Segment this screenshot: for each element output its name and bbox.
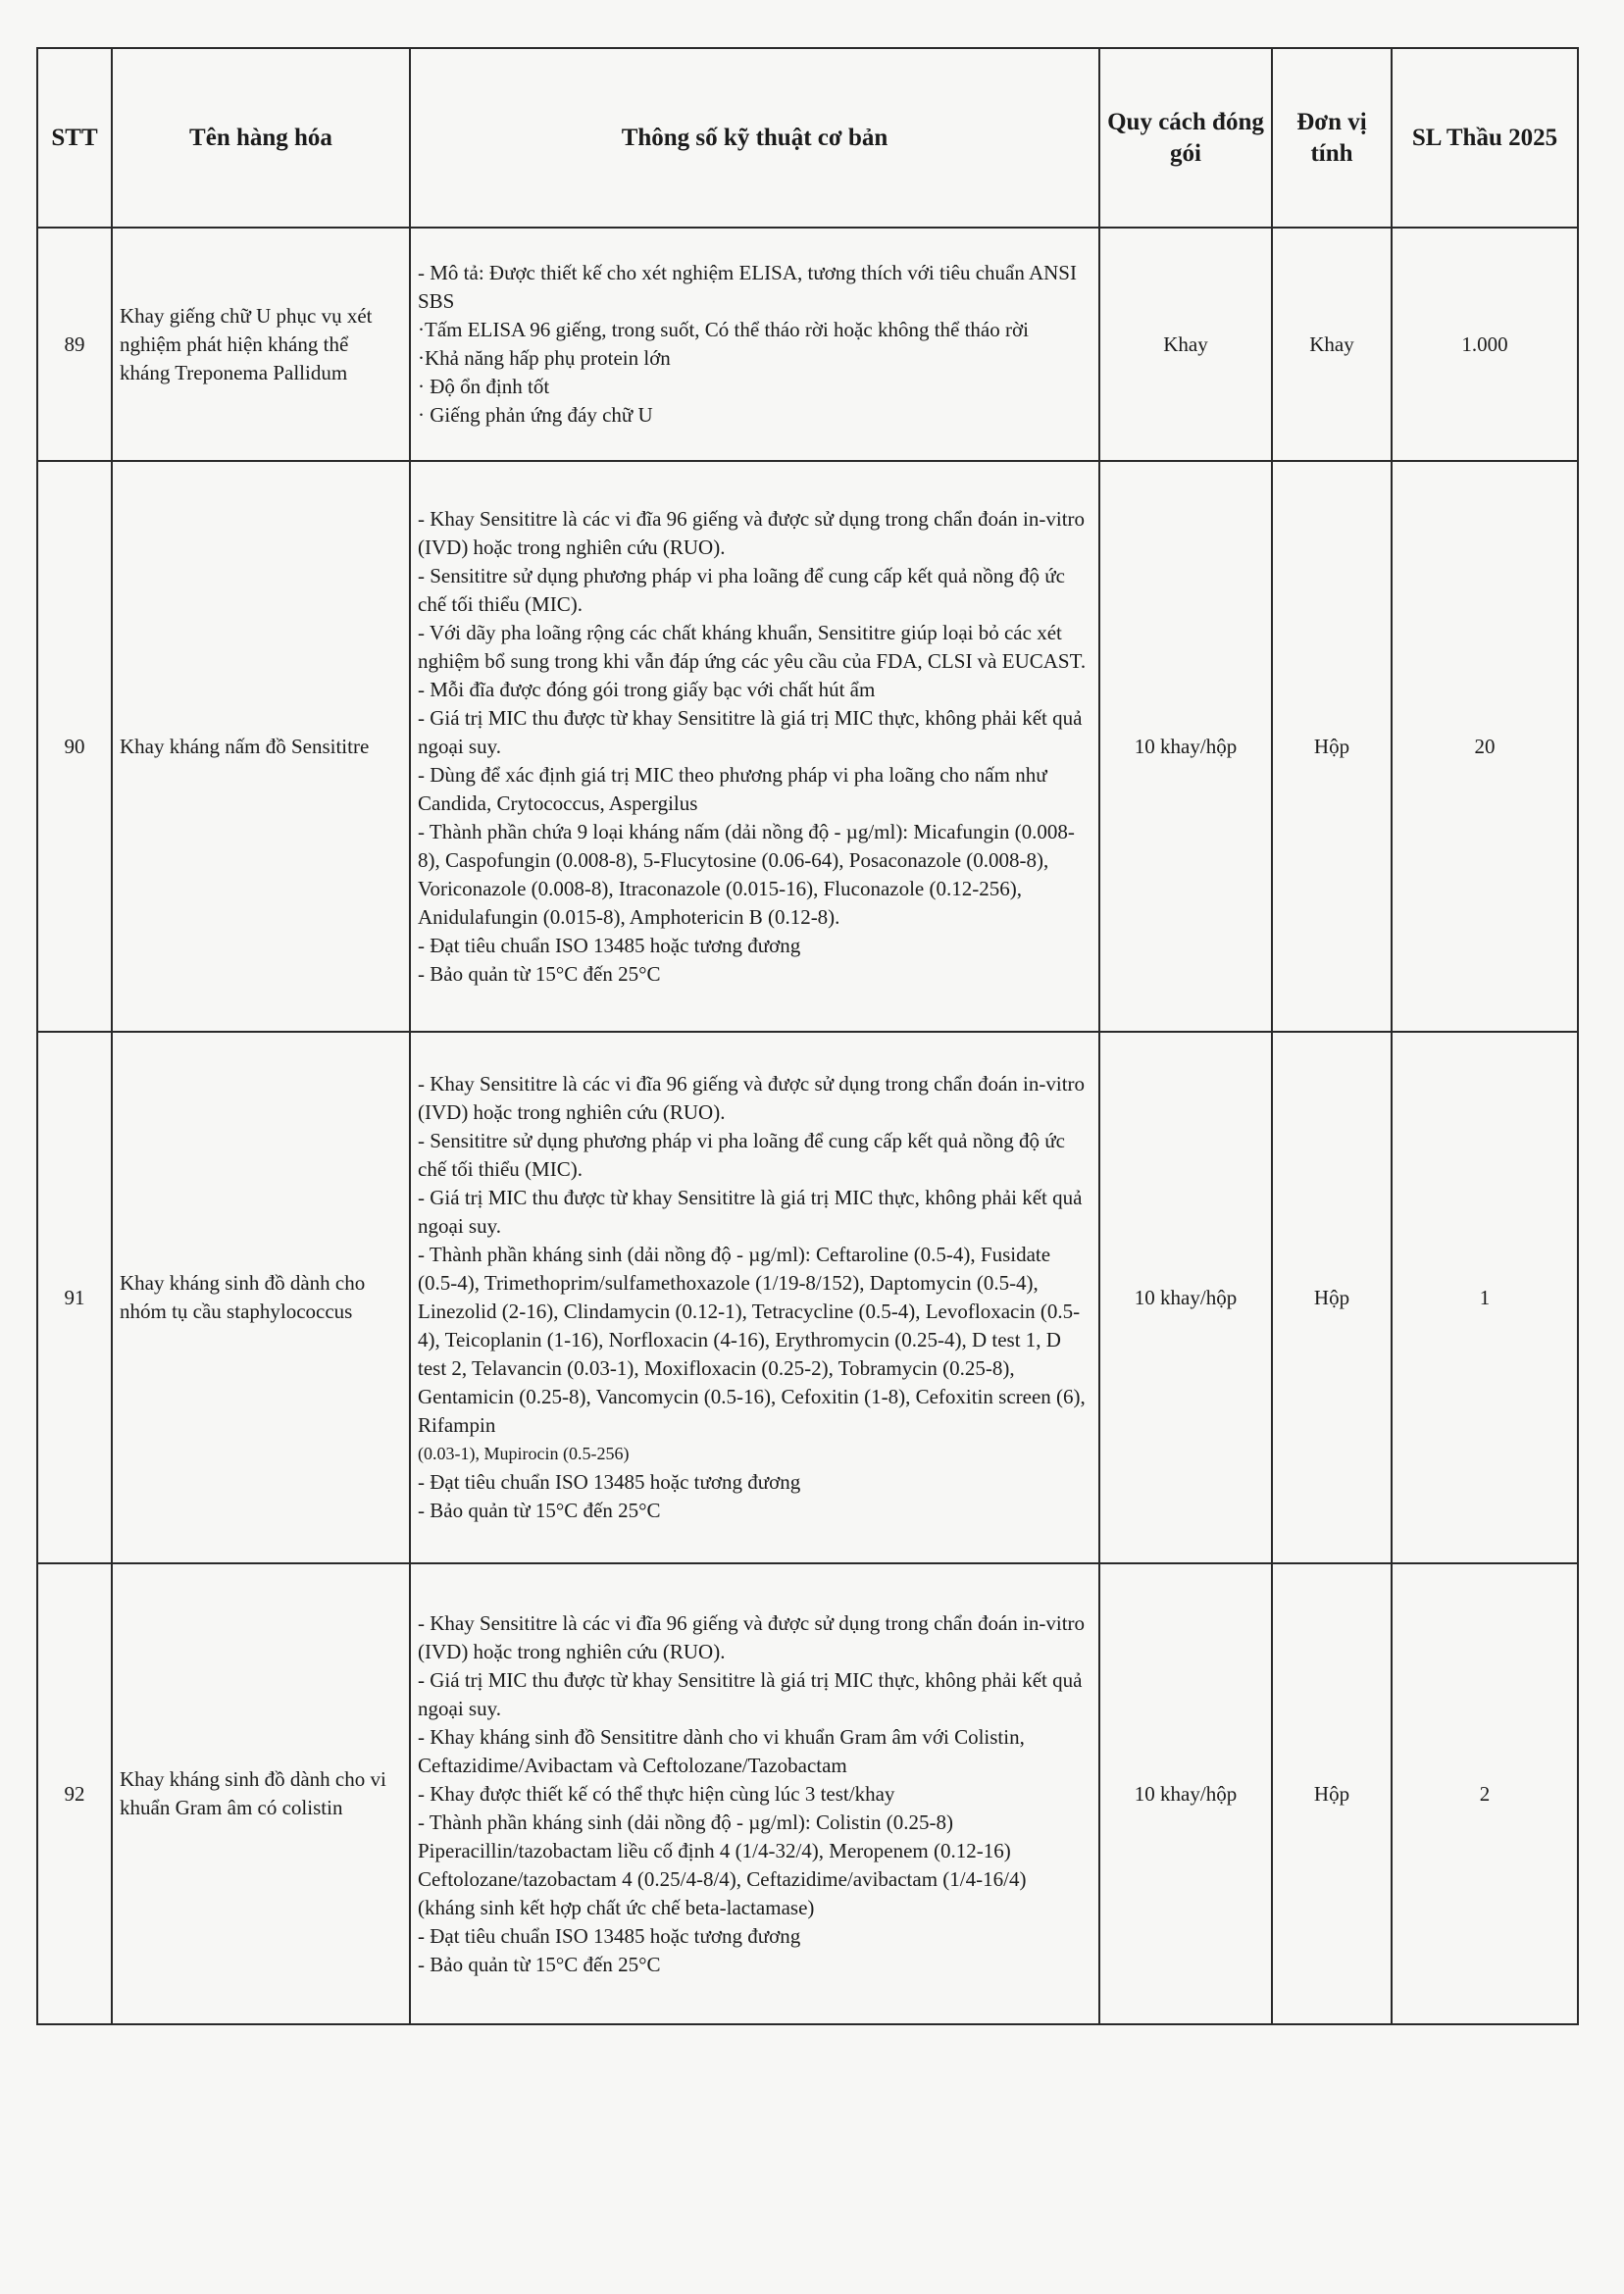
spec-line: - Đạt tiêu chuẩn ISO 13485 hoặc tương đương: [418, 933, 801, 957]
spec-line: - Khay Sensititre là các vi đĩa 96 giếng và được sử dụng trong chẩn đoán in-vitro (IVD) hoặc trong nghiên cứu (RUO).: [418, 506, 1086, 559]
row-unit: Hộp: [1272, 1563, 1392, 2024]
spec-line: ·Tấm ELISA 96 giếng, trong suốt, Có thể tháo rời hoặc không thể tháo rời: [418, 318, 1029, 341]
table-row: [37, 461, 1578, 1032]
spec-line: - Sensititre sử dụng phương pháp vi pha loãng để cung cấp kết quả nồng độ ức chế tối thiểu (MIC).: [418, 563, 1065, 616]
spec-line: - Đạt tiêu chuẩn ISO 13485 hoặc tương đương: [418, 1923, 801, 1948]
spec-line: - Bảo quản từ 15°C đến 25°C: [418, 1952, 661, 1976]
row-unit: Hộp: [1272, 1032, 1392, 1563]
header-name: Tên hàng hóa: [112, 48, 410, 228]
spec-line: - Dùng để xác định giá trị MIC theo phương pháp vi pha loãng cho nấm như Candida, Crytococcus, Aspergilus: [418, 762, 1047, 815]
spec-line: - Khay được thiết kế có thể thực hiện cùng lúc 3 test/khay: [418, 1781, 895, 1806]
row-name: Khay kháng nấm đồ Sensititre: [112, 461, 410, 1032]
header-qty: SL Thầu 2025: [1392, 48, 1578, 228]
row-qty: 20: [1392, 461, 1578, 1032]
row-unit: Hộp: [1272, 461, 1392, 1032]
row-name: Khay giếng chữ U phục vụ xét nghiệm phát hiện kháng thể kháng Treponema Pallidum: [112, 228, 410, 461]
spec-line: - Khay Sensititre là các vi đĩa 96 giếng và được sử dụng trong chẩn đoán in-vitro (IVD) hoặc trong nghiên cứu (RUO).: [418, 1610, 1086, 1663]
row-name: Khay kháng sinh đồ dành cho nhóm tụ cầu staphylococcus: [112, 1032, 410, 1563]
row-qty: 1: [1392, 1032, 1578, 1563]
row-packing: 10 khay/hộp: [1099, 1032, 1272, 1563]
row-stt: 90: [37, 461, 112, 1032]
row-packing: 10 khay/hộp: [1099, 1563, 1272, 2024]
spec-line: - Bảo quản từ 15°C đến 25°C: [418, 961, 661, 986]
table-row: [37, 1032, 1578, 1563]
row-packing: 10 khay/hộp: [1099, 461, 1272, 1032]
spec-line: - Sensititre sử dụng phương pháp vi pha loãng để cung cấp kết quả nồng độ ức chế tối thiểu (MIC).: [418, 1129, 1065, 1181]
spec-line: - Giá trị MIC thu được từ khay Sensititre là giá trị MIC thực, không phải kết quả ngoại suy.: [418, 1186, 1083, 1238]
spec-line: · Độ ổn định tốt: [418, 375, 550, 398]
row-stt: 91: [37, 1032, 112, 1563]
row-stt: 92: [37, 1563, 112, 2024]
spec-line: - Thành phần kháng sinh (dải nồng độ - µg/ml): Ceftaroline (0.5-4), Fusidate (0.5-4), Trimethoprim/sulfamethoxazole (1/19-8/152), Daptomycin (0.5-4), Linezolid (2-16), Clindamycin (0.12-1), Tetracycline (0.5-4), Levofloxacin (0.5-4), Teicoplanin (1-16), Norfloxacin (4-16), Erythromycin (0.25-4), D test 1, D test 2, Telavancin (0.03-1), Moxifloxacin (0.25-2), Tobramycin (0.25-8), Gentamicin (0.25-8), Vancomycin (0.5-16), Cefoxitin (1-8), Cefoxitin screen (6), Rifampin: [418, 1243, 1086, 1437]
header-unit: Đơn vị tính: [1272, 48, 1392, 228]
spec-line: - Giá trị MIC thu được từ khay Sensititre là giá trị MIC thực, không phải kết quả ngoại suy.: [418, 705, 1083, 758]
spec-line: - Mô tả: Được thiết kế cho xét nghiệm ELISA, tương thích với tiêu chuẩn ANSI SBS: [418, 261, 1077, 313]
spec-line: - Khay Sensititre là các vi đĩa 96 giếng và được sử dụng trong chẩn đoán in-vitro (IVD) hoặc trong nghiên cứu (RUO).: [418, 1072, 1086, 1124]
row-unit: Khay: [1272, 228, 1392, 461]
table-header-row: [37, 48, 1578, 228]
spec-line: - Khay kháng sinh đồ Sensititre dành cho vi khuẩn Gram âm với Colistin, Ceftazidime/Avibactam và Ceftolozane/Tazobactam: [418, 1724, 1025, 1777]
table-row: [37, 228, 1578, 461]
spec-line: - Thành phần kháng sinh (dải nồng độ - µg/ml): Colistin (0.25-8): [418, 1810, 953, 1834]
header-stt: STT: [37, 48, 112, 228]
row-qty: 2: [1392, 1563, 1578, 2024]
row-spec: [410, 1032, 1099, 1563]
row-spec: [410, 1563, 1099, 2024]
spec-line: - Với dãy pha loãng rộng các chất kháng khuẩn, Sensititre giúp loại bỏ các xét nghiệm bổ sung trong khi vẫn đáp ứng các yêu cầu của FDA, CLSI và EUCAST.: [418, 620, 1087, 673]
spec-line: - Thành phần chứa 9 loại kháng nấm (dải nồng độ - µg/ml): Micafungin (0.008-8), Caspofungin (0.008-8), 5-Flucytosine (0.06-64), Posaconazole (0.008-8), Voriconazole (0.008-8), Itraconazole (0.015-16), Fluconazole (0.12-256), Anidulafungin (0.015-8), Amphotericin B (0.12-8).: [418, 819, 1075, 929]
spec-line: (0.03-1), Mupirocin (0.5-256): [418, 1444, 630, 1463]
row-stt: 89: [37, 228, 112, 461]
row-packing: Khay: [1099, 228, 1272, 461]
spec-line: (kháng sinh kết hợp chất ức chế beta-lactamase): [418, 1895, 815, 1919]
row-spec: [410, 228, 1099, 461]
tender-table: [36, 47, 1579, 2025]
row-spec: [410, 461, 1099, 1032]
spec-line: - Bảo quản từ 15°C đến 25°C: [418, 1499, 661, 1522]
header-spec: Thông số kỹ thuật cơ bản: [410, 48, 1099, 228]
spec-line: ·Khả năng hấp phụ protein lớn: [418, 346, 671, 370]
row-qty: 1.000: [1392, 228, 1578, 461]
spec-line: - Giá trị MIC thu được từ khay Sensititre là giá trị MIC thực, không phải kết quả ngoại suy.: [418, 1667, 1083, 1720]
spec-line: Piperacillin/tazobactam liều cố định 4 (1/4-32/4), Meropenem (0.12-16): [418, 1838, 1011, 1862]
row-name: Khay kháng sinh đồ dành cho vi khuẩn Gram âm có colistin: [112, 1563, 410, 2024]
spec-line: · Giếng phản ứng đáy chữ U: [418, 403, 653, 427]
table-row: [37, 1563, 1578, 2024]
spec-line: - Mỗi đĩa được đóng gói trong giấy bạc với chất hút ẩm: [418, 677, 876, 701]
spec-line: - Đạt tiêu chuẩn ISO 13485 hoặc tương đương: [418, 1470, 801, 1494]
header-packing: Quy cách đóng gói: [1099, 48, 1272, 228]
spec-line: Ceftolozane/tazobactam 4 (0.25/4-8/4), Ceftazidime/avibactam (1/4-16/4): [418, 1866, 1027, 1891]
